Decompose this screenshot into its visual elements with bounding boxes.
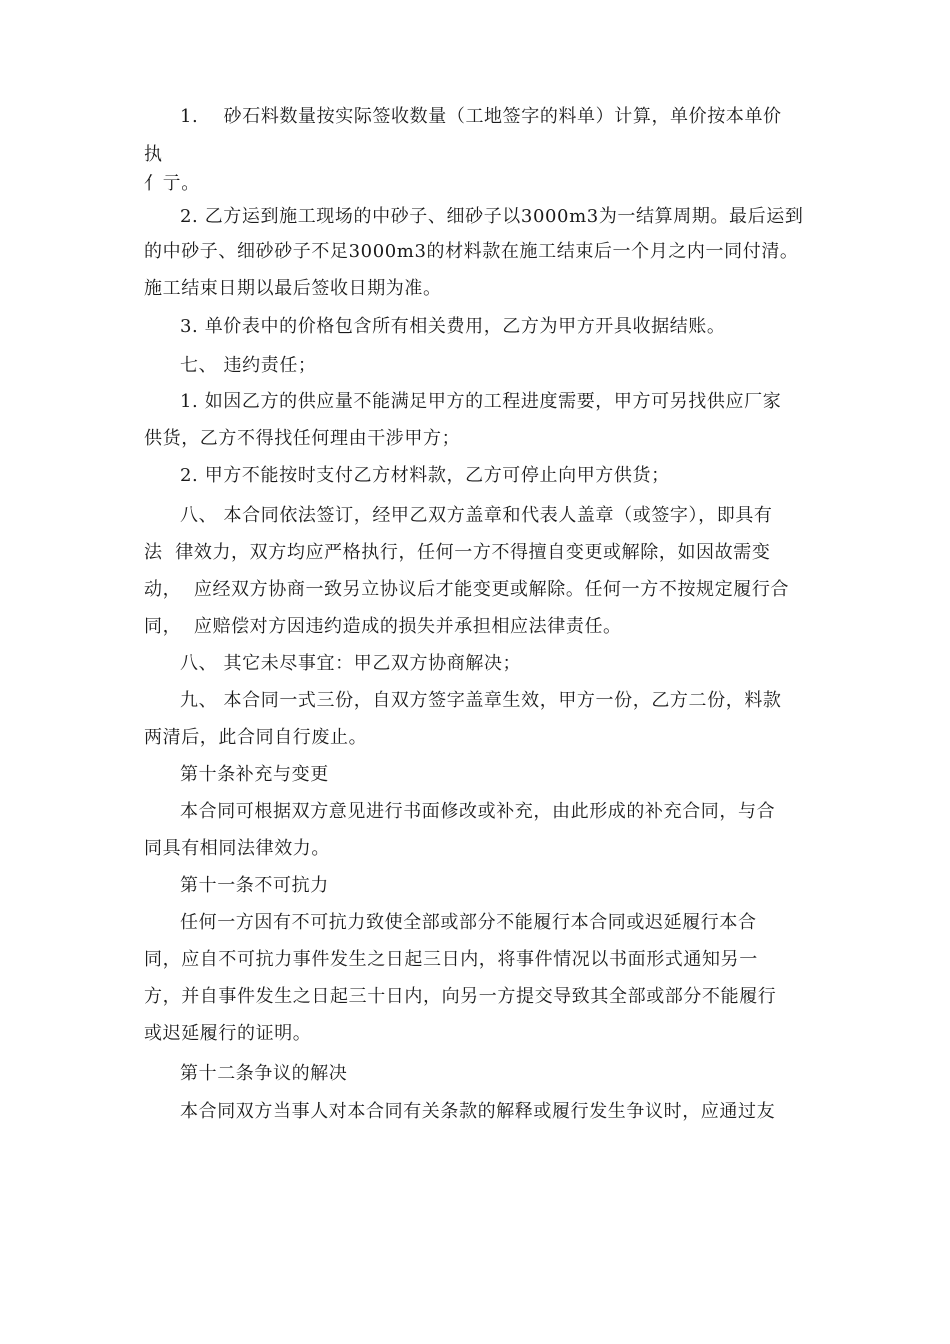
text-line: 方，并自事件发生之日起三十日内，向另一方提交导致其全部或部分不能履行 — [144, 986, 777, 1007]
text-line: 施工结束日期以最后签收日期为准。 — [144, 278, 442, 299]
text-line: 动， 应经双方协商一致另立协议后才能变更或解除。任何一方不按规定履行合 — [144, 579, 790, 600]
text-line: 本合同双方当事人对本合同有关条款的解释或履行发生争议时，应通过友 — [180, 1101, 776, 1122]
text-line: 1. 如因乙方的供应量不能满足甲方的工程进度需要，甲方可另找供应厂家 — [180, 391, 782, 412]
text-line: 3. 单价表中的价格包含所有相关费用，乙方为甲方开具收据结账。 — [180, 316, 726, 337]
text-line: 供货，乙方不得找任何理由干涉甲方； — [144, 428, 461, 449]
text-line: 两清后，此合同自行废止。 — [144, 727, 368, 748]
text-line: 2. 甲方不能按时支付乙方材料款，乙方可停止向甲方供货； — [180, 465, 670, 486]
section-heading: 七、 违约责任； — [180, 355, 317, 376]
section-heading: 第十二条争议的解决 — [180, 1063, 348, 1084]
section-heading: 第十条补充与变更 — [180, 764, 329, 785]
section-heading: 第十一条不可抗力 — [180, 875, 329, 896]
text-line: 执 — [144, 144, 163, 165]
text-line: 八、 本合同依法签订，经甲乙双方盖章和代表人盖章（或签字），即具有 — [180, 505, 773, 526]
text-line: 八、 其它未尽事宜：甲乙双方协商解决； — [180, 653, 522, 674]
text-line: 同具有相同法律效力。 — [144, 838, 330, 859]
text-line: 九、 本合同一式三份，自双方签字盖章生效，甲方一份，乙方二份，料款 — [180, 690, 782, 711]
text-line: 同，应自不可抗力事件发生之日起三日内，将事件情况以书面形式通知另一 — [144, 949, 758, 970]
text-line: 同， 应赔偿对方因违约造成的损失并承担相应法律责任。 — [144, 616, 622, 637]
text-line: 法 律效力，双方均应严格执行，任何一方不得擅自变更或解除，如因故需变 — [144, 542, 771, 563]
text-line: 任何一方因有不可抗力致使全部或部分不能履行本合同或迟延履行本合 — [180, 912, 757, 933]
text-line: 的中砂子、细砂砂子不足3000m3的材料款在施工结束后一个月之内一同付清。 — [144, 241, 799, 262]
text-line: 1. 砂石料数量按实际签收数量（工地签字的料单）计算，单价按本单价 — [180, 106, 782, 127]
text-line: 或迟延履行的证明。 — [144, 1023, 312, 1044]
text-line: 亻亍。 — [144, 173, 200, 194]
text-line: 本合同可根据双方意见进行书面修改或补充，由此形成的补充合同，与合 — [180, 801, 776, 822]
text-line: 2. 乙方运到施工现场的中砂子、细砂子以3000m3为一结算周期。最后运到 — [180, 206, 804, 227]
